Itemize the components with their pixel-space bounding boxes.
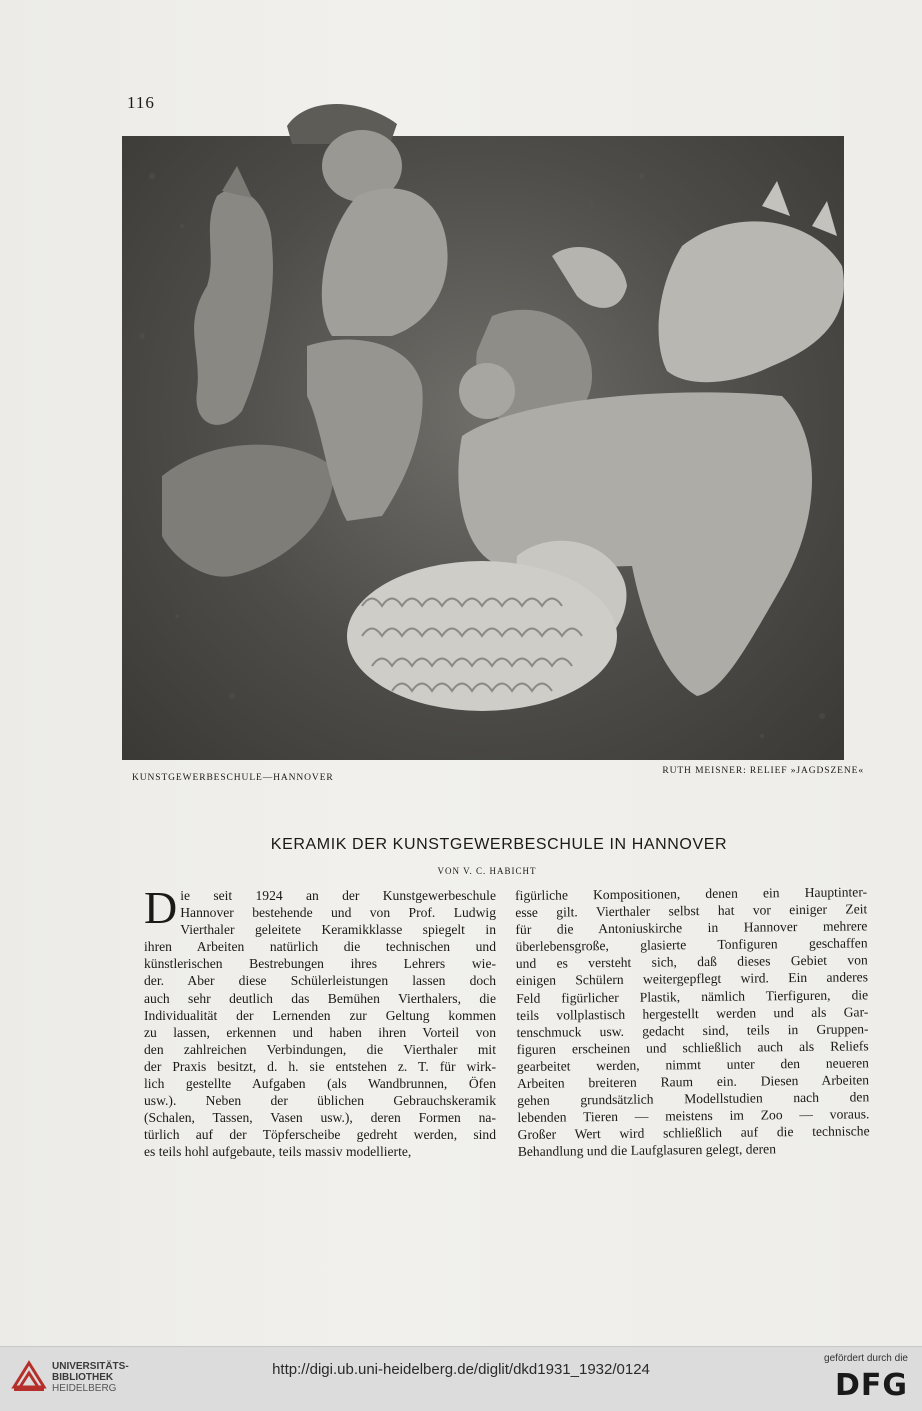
text-line: figuren erscheinen und schließlich auch als Reliefs: [516, 1038, 869, 1057]
permalink-url[interactable]: http://digi.ub.uni-heidelberg.de/diglit/dkd1931_1932/0124: [272, 1361, 650, 1378]
text-line: auch sehr deutlich das Bemühen Vierthalers, die: [144, 990, 496, 1006]
library-name-line: BIBLIOTHEK: [52, 1372, 114, 1383]
text-line: und es versteht sich, daß dieses Gebiet von: [515, 952, 868, 972]
text-line: überlebensgroße, glasierte Tonfiguren geschaffen: [515, 935, 868, 955]
text-line: lebenden Tieren — meistens im Zoo — voraus.: [517, 1106, 870, 1126]
text-line: (Schalen, Tassen, Vasen usw.), deren Formen na-: [144, 1110, 496, 1126]
text-line: Feld figürlicher Plastik, nämlich Tierfiguren, die: [516, 986, 869, 1006]
text-line: türlich auf der Töpferscheibe gedreht werden, sind: [144, 1127, 496, 1143]
relief-image: [122, 136, 844, 760]
drop-cap: D: [144, 882, 178, 933]
text-line: den zahlreichen Verbindungen, die Vierthaler mit: [144, 1041, 496, 1057]
text-line: der Praxis besitzt, d. h. sie entstehen z. T. für wirk-: [144, 1058, 496, 1074]
text-line: zu lassen, erkennen und haben ihren Vorteil von: [144, 1024, 496, 1040]
text-line: der. Aber diese Schülerleistungen lassen doch: [144, 973, 496, 989]
text-line: Vierthaler geleitete Keramikklasse spiegelt in: [180, 922, 496, 938]
text-line: gehen grundsätzlich Modellstudien nach den: [517, 1089, 870, 1109]
relief-photograph: [122, 136, 844, 760]
text-line: teils vollplastisch hergestellt werden und als Gar-: [516, 1003, 869, 1023]
library-name-line: HEIDELBERG: [52, 1383, 117, 1394]
text-line: Behandlung und die Laufglasuren gelegt, deren: [517, 1141, 777, 1160]
text-column-left: [144, 882, 496, 1161]
text-line: usw.). Neben der üblichen Gebrauchskeramik: [144, 1093, 496, 1109]
text-line: künstlerischen Bestrebungen ihres Lehrers wie-: [144, 956, 496, 972]
text-line: für die Antoniuskirche in Hannover mehrere: [515, 918, 868, 938]
digitization-footer: [0, 1346, 922, 1411]
text-line: esse gilt. Vierthaler selbst hat vor einiger Zeit: [515, 901, 868, 921]
text-line: Großer Wert wird schließlich auf die technische: [517, 1123, 870, 1143]
figure-caption-left: KUNSTGEWERBESCHULE—HANNOVER: [132, 773, 334, 783]
text-line: tenschmuck usw. gedacht sind, teils in Gruppen-: [516, 1021, 869, 1040]
text-line: ihren Arbeiten natürlich die technischen und: [144, 939, 496, 955]
article-byline: VON V. C. HABICHT: [437, 866, 537, 876]
article-title: KERAMIK DER KUNSTGEWERBESCHULE IN HANNOVER: [270, 836, 728, 853]
text-line: Individualität der Lernenden zur Geltung kommen: [144, 1007, 496, 1023]
figure-caption-right: RUTH MEISNER: RELIEF »JAGDSZENE«: [662, 766, 864, 776]
library-name-line: UNIVERSITÄTS-: [52, 1361, 129, 1372]
text-line: gearbeitet werden, nimmt unter den neueren: [516, 1055, 869, 1074]
dfg-logo[interactable]: DFG: [834, 1368, 908, 1403]
text-column-right: [515, 883, 870, 1160]
text-line: es teils hohl aufgebaute, teils massiv modellierte,: [144, 1144, 412, 1160]
text-line: ie seit 1924 an der Kunstgewerbeschule: [180, 888, 496, 903]
text-line: figürliche Kompositionen, denen ein Hauptinter-: [515, 884, 868, 903]
text-line: Arbeiten breiteren Raum ein. Diesen Arbeiten: [516, 1072, 870, 1092]
text-line: lich gestellte Aufgaben (als Wandbrunnen, Öfen: [144, 1076, 496, 1092]
text-line: einigen Schülern weitergepflegt wird. Ein anderes: [515, 969, 869, 989]
page-number: 116: [127, 93, 155, 112]
funding-note: gefördert durch die: [824, 1353, 908, 1364]
text-line: Hannover bestehende und von Prof. Ludwig: [180, 905, 496, 921]
